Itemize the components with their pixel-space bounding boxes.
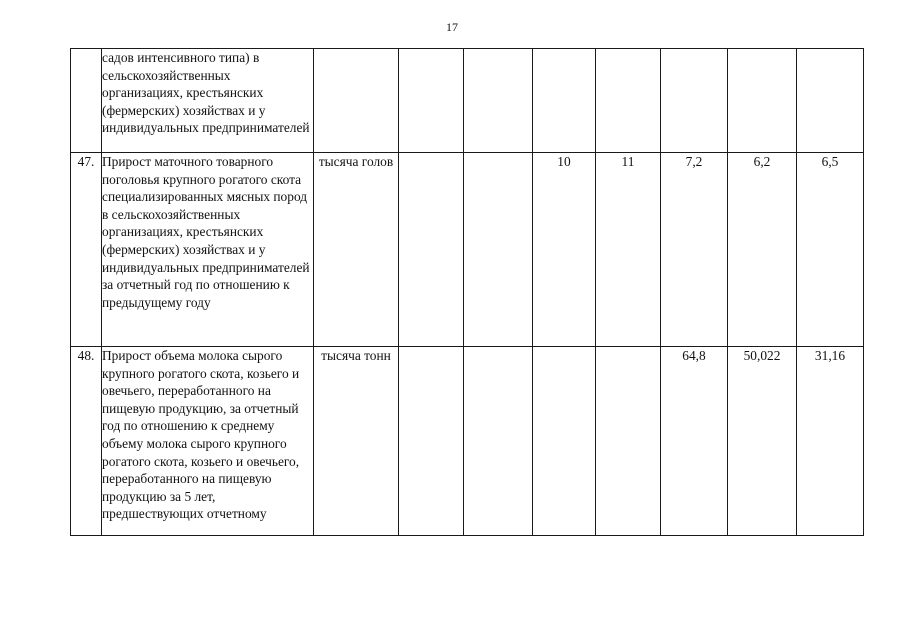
value-cell — [596, 347, 661, 536]
indicator-name: садов интенсивного типа) в сельскохозяйственных организациях, крестьянских (фермерских) хозяйствах и у индивидуальных предпринимателей — [102, 49, 314, 153]
value-cell — [399, 49, 464, 153]
value-cell: 31,16 — [797, 347, 864, 536]
value-cell — [533, 347, 596, 536]
value-cell: 11 — [596, 153, 661, 347]
table-row — [71, 49, 864, 153]
row-number: 47. — [71, 153, 102, 347]
value-cell — [464, 347, 533, 536]
value-cell: 50,022 — [728, 347, 797, 536]
indicator-name: Прирост маточного товарного поголовья крупного рогатого скота специализированных мясных пород в сельскохозяйственных организациях, крестьянских (фермерских) хозяйствах и у индивидуальных предпринимателей за отчетный год по отношению к предыдущему году — [102, 153, 314, 347]
indicator-name: Прирост объема молока сырого крупного рогатого скота, козьего и овечьего, переработанного на пищевую продукцию, за отчетный год по отношению к среднему объему молока сырого крупного рогатого скота, козьего и овечьего, переработанного на пищевую продукцию за 5 лет, предшествующих отчетному — [102, 347, 314, 536]
value-cell: 7,2 — [661, 153, 728, 347]
value-cell — [797, 49, 864, 153]
value-cell: 64,8 — [661, 347, 728, 536]
value-cell — [399, 153, 464, 347]
unit-of-measure — [314, 49, 399, 153]
unit-of-measure: тысяча тонн — [314, 347, 399, 536]
value-cell — [596, 49, 661, 153]
value-cell: 6,2 — [728, 153, 797, 347]
value-cell — [464, 153, 533, 347]
value-cell — [728, 49, 797, 153]
value-cell — [464, 49, 533, 153]
indicators-table — [70, 48, 864, 536]
value-cell — [399, 347, 464, 536]
row-number — [71, 49, 102, 153]
row-number: 48. — [71, 347, 102, 536]
value-cell: 6,5 — [797, 153, 864, 347]
value-cell — [661, 49, 728, 153]
table-row — [71, 347, 864, 536]
unit-of-measure: тысяча голов — [314, 153, 399, 347]
value-cell — [533, 49, 596, 153]
page-number: 17 — [446, 20, 458, 34]
value-cell: 10 — [533, 153, 596, 347]
table-row — [71, 153, 864, 347]
